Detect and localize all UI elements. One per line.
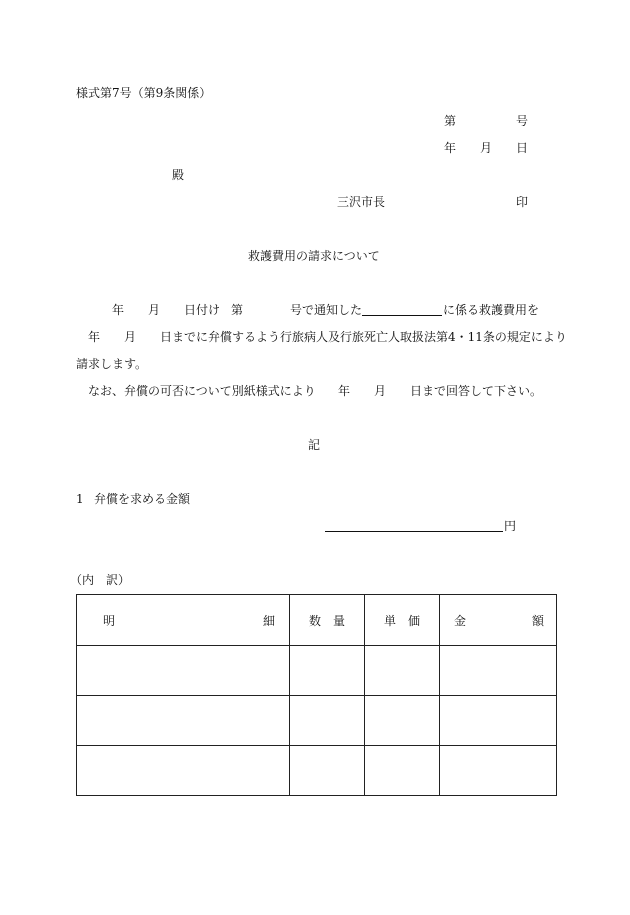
p4-tail: 日まで回答して下さい。	[410, 384, 543, 398]
ki-heading: 記	[308, 438, 321, 452]
document-title: 救護費用の請求について	[248, 249, 380, 263]
table-cell	[290, 646, 365, 696]
table-cell	[77, 696, 290, 746]
p1-tail: に係る救護費用を	[443, 303, 540, 317]
doc-number-go: 号	[516, 114, 529, 128]
col-amount-right: 額	[531, 613, 544, 628]
p4-year: 年	[338, 384, 351, 398]
table-cell	[77, 646, 290, 696]
table-cell	[77, 746, 290, 796]
breakdown-caption: （内 訳）	[70, 573, 131, 587]
date-month-label: 月	[480, 141, 493, 155]
col-unit-price-label: 単 価	[383, 613, 420, 628]
table-cell	[440, 646, 557, 696]
p1-dated: 日付け	[184, 303, 221, 317]
amount-currency: 円	[504, 519, 517, 533]
table-cell	[290, 746, 365, 796]
table-cell	[365, 696, 440, 746]
p4-text: なお、弁償の可否について別紙様式により	[88, 384, 316, 398]
addressee-suffix: 殿	[172, 168, 185, 182]
col-qty-header	[290, 595, 365, 646]
col-item-left: 明	[103, 613, 116, 628]
section1-label: 弁償を求める金額	[94, 492, 191, 506]
section1-number: 1	[76, 492, 84, 506]
doc-number-dai: 第	[444, 114, 457, 128]
seal-mark: 印	[516, 195, 529, 209]
p1-blank-line	[362, 303, 442, 319]
breakdown-header-row	[77, 595, 557, 646]
p2-month: 月	[124, 330, 137, 344]
p1-year: 年	[112, 303, 125, 317]
col-unit-price-header	[365, 595, 440, 646]
col-amount-header	[440, 595, 557, 646]
p3-text: 請求します。	[76, 357, 148, 371]
col-amount-left: 金	[454, 613, 467, 628]
col-item-header	[77, 595, 290, 646]
col-qty-label: 数 量	[308, 613, 345, 628]
col-item-right: 細	[262, 613, 275, 628]
table-cell	[440, 696, 557, 746]
date-day-label: 日	[516, 141, 529, 155]
p2-text: 日までに弁償するよう行旅病人及行旅死亡人取扱法第4・11条の規定により	[160, 330, 567, 344]
p1-notice: 号で通知した	[290, 303, 363, 317]
table-row	[77, 696, 557, 746]
table-cell	[365, 746, 440, 796]
p1-month: 月	[148, 303, 161, 317]
breakdown-table	[76, 594, 557, 796]
p4-month: 月	[374, 384, 387, 398]
form-number-label: 様式第7号（第9条関係）	[76, 86, 212, 100]
date-year-label: 年	[444, 141, 457, 155]
p2-year: 年	[88, 330, 101, 344]
table-cell	[290, 696, 365, 746]
table-cell	[365, 646, 440, 696]
issuer-name: 三沢市長	[337, 195, 386, 209]
table-row	[77, 746, 557, 796]
table-row	[77, 646, 557, 696]
table-cell	[440, 746, 557, 796]
amount-blank-line	[325, 519, 503, 535]
p1-dai: 第	[231, 303, 244, 317]
